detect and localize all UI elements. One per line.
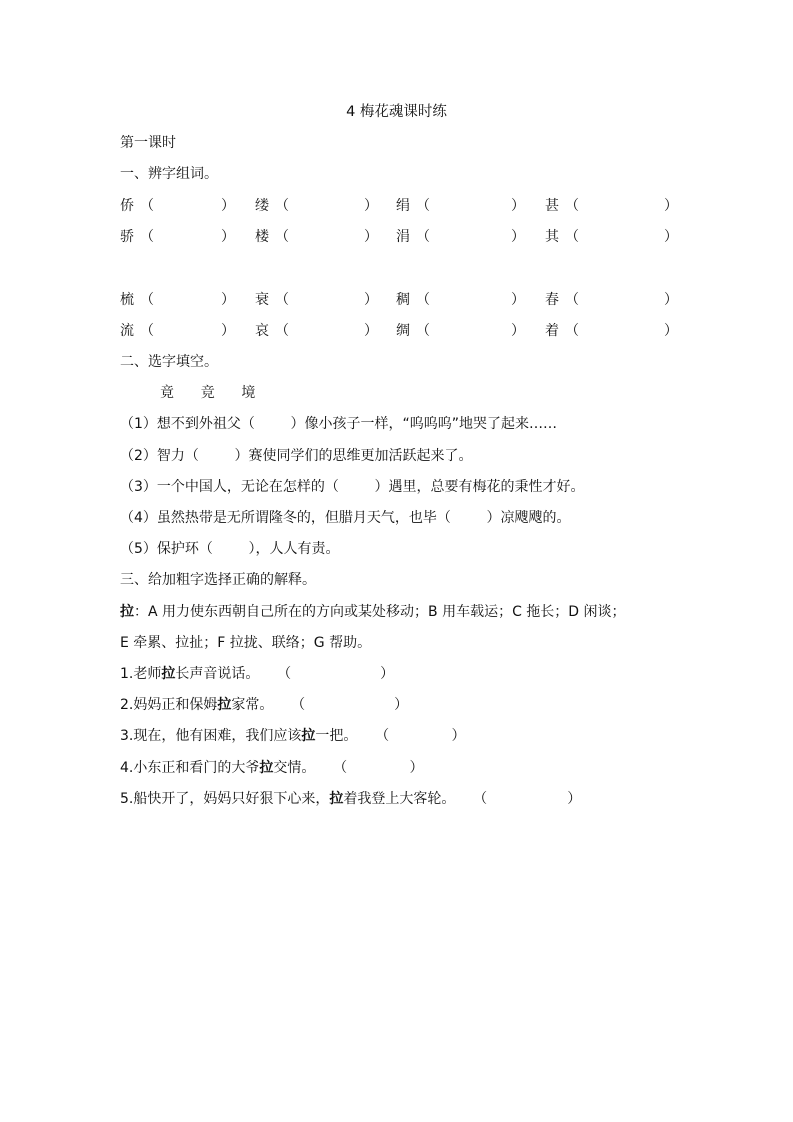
answer-blank-open: （: [275, 323, 289, 339]
question-1-answer-blank: （ ）: [277, 666, 395, 682]
question-3-bold-char: 拉: [301, 728, 316, 744]
answer-blank-open: （: [275, 292, 289, 308]
definition-colon: ：: [134, 604, 148, 620]
question-4-answer-blank: （ ）: [333, 760, 424, 776]
question-3: [120, 726, 465, 746]
sentence-5: （5）保护环（ ），人人有责。: [120, 541, 340, 557]
grid-character: 流: [120, 323, 134, 339]
answer-blank-close: ）: [364, 198, 378, 214]
question-1-text-end: 长声音说话。: [175, 666, 260, 682]
question-1-text: 1.老师: [120, 666, 162, 682]
question-4-bold-char: 拉: [259, 760, 274, 776]
question-5: [120, 789, 581, 809]
answer-blank-close: ）: [511, 198, 525, 214]
question-3-text-end: 一把。: [315, 728, 358, 744]
definition-text-1: A 用力使东西朝自己所在的方向或某处移动；B 用车载运；C 拖长；D 闲谈；: [148, 604, 626, 620]
definition-line-2: E 牵累、拉扯；F 拉拢、联络；G 帮助。: [120, 635, 372, 651]
grid-character: 骄: [120, 229, 134, 245]
answer-blank-open: （: [416, 292, 430, 308]
section-1-heading: 一、辨字组词。: [120, 166, 218, 182]
grid-character: 涓: [396, 229, 410, 245]
answer-blank-open: （: [140, 323, 154, 339]
question-5-bold-char: 拉: [329, 791, 344, 807]
section-3-heading: 三、给加粗字选择正确的解释。: [120, 572, 316, 588]
question-4-text: 4.小东正和看门的大爷: [120, 760, 260, 776]
answer-blank-open: （: [565, 323, 579, 339]
answer-blank-open: （: [416, 323, 430, 339]
answer-blank-open: （: [275, 198, 289, 214]
question-5-text-end: 着我登上大客轮。: [343, 791, 456, 807]
sentence-4: （4）虽然热带是无所谓隆冬的，但腊月天气，也毕（ ）凉飕飕的。: [120, 510, 571, 526]
answer-blank-close: ）: [511, 229, 525, 245]
grid-character: 侨: [120, 198, 134, 214]
answer-blank-open: （: [140, 292, 154, 308]
grid-character: 稠: [396, 292, 410, 308]
answer-blank-close: ）: [664, 198, 678, 214]
question-3-answer-blank: （ ）: [375, 728, 466, 744]
section-2-heading: 二、选字填空。: [120, 354, 218, 370]
question-2-answer-blank: （ ）: [291, 697, 409, 713]
grid-character: 甚: [545, 198, 559, 214]
question-2-text: 2.妈妈正和保姆: [120, 697, 218, 713]
question-2-text-end: 家常。: [231, 697, 274, 713]
answer-blank-open: （: [565, 229, 579, 245]
lesson-label: 第一课时: [120, 135, 176, 151]
answer-blank-close: ）: [221, 292, 235, 308]
answer-blank-close: ）: [664, 323, 678, 339]
grid-character: 衰: [255, 292, 269, 308]
answer-blank-close: ）: [221, 198, 235, 214]
grid-character: 楼: [255, 229, 269, 245]
sentence-1: （1）想不到外祖父（ ）像小孩子一样，“呜呜呜”地哭了起来……: [120, 416, 558, 432]
answer-blank-open: （: [140, 229, 154, 245]
grid-character: 绸: [396, 323, 410, 339]
question-2-bold-char: 拉: [217, 697, 232, 713]
bold-character: 拉: [120, 604, 134, 620]
answer-blank-close: ）: [221, 323, 235, 339]
answer-blank-open: （: [416, 229, 430, 245]
question-2: [120, 695, 408, 715]
question-1: [120, 664, 394, 684]
question-1-bold-char: 拉: [161, 666, 176, 682]
grid-character: 着: [545, 323, 559, 339]
answer-blank-close: ）: [364, 229, 378, 245]
sentence-3: （3）一个中国人，无论在怎样的（ ）遇里，总要有梅花的秉性才好。: [120, 479, 585, 495]
answer-blank-close: ）: [364, 323, 378, 339]
question-4: [120, 758, 423, 778]
answer-blank-open: （: [275, 229, 289, 245]
answer-blank-close: ）: [221, 229, 235, 245]
answer-blank-close: ）: [664, 292, 678, 308]
grid-character: 梳: [120, 292, 134, 308]
answer-blank-close: ）: [364, 292, 378, 308]
answer-blank-close: ）: [664, 229, 678, 245]
question-5-answer-blank: （ ）: [473, 791, 582, 807]
choice-characters: 竟 竞 境: [160, 385, 256, 401]
grid-character: 其: [545, 229, 559, 245]
question-3-text: 3.现在，他有困难，我们应该: [120, 728, 302, 744]
definition-line-1: [120, 602, 626, 622]
page-title: 4 梅花魂课时练: [346, 104, 447, 120]
grid-character: 哀: [255, 323, 269, 339]
grid-character: 春: [545, 292, 559, 308]
grid-character: 缕: [255, 198, 269, 214]
question-5-text: 5.船快开了，妈妈只好狠下心来，: [120, 791, 330, 807]
question-4-text-end: 交情。: [273, 760, 316, 776]
answer-blank-open: （: [565, 198, 579, 214]
answer-blank-close: ）: [511, 292, 525, 308]
grid-character: 绢: [396, 198, 410, 214]
answer-blank-open: （: [565, 292, 579, 308]
answer-blank-open: （: [140, 198, 154, 214]
answer-blank-close: ）: [511, 323, 525, 339]
sentence-2: （2）智力（ ）赛使同学们的思维更加活跃起来了。: [120, 448, 473, 464]
answer-blank-open: （: [416, 198, 430, 214]
